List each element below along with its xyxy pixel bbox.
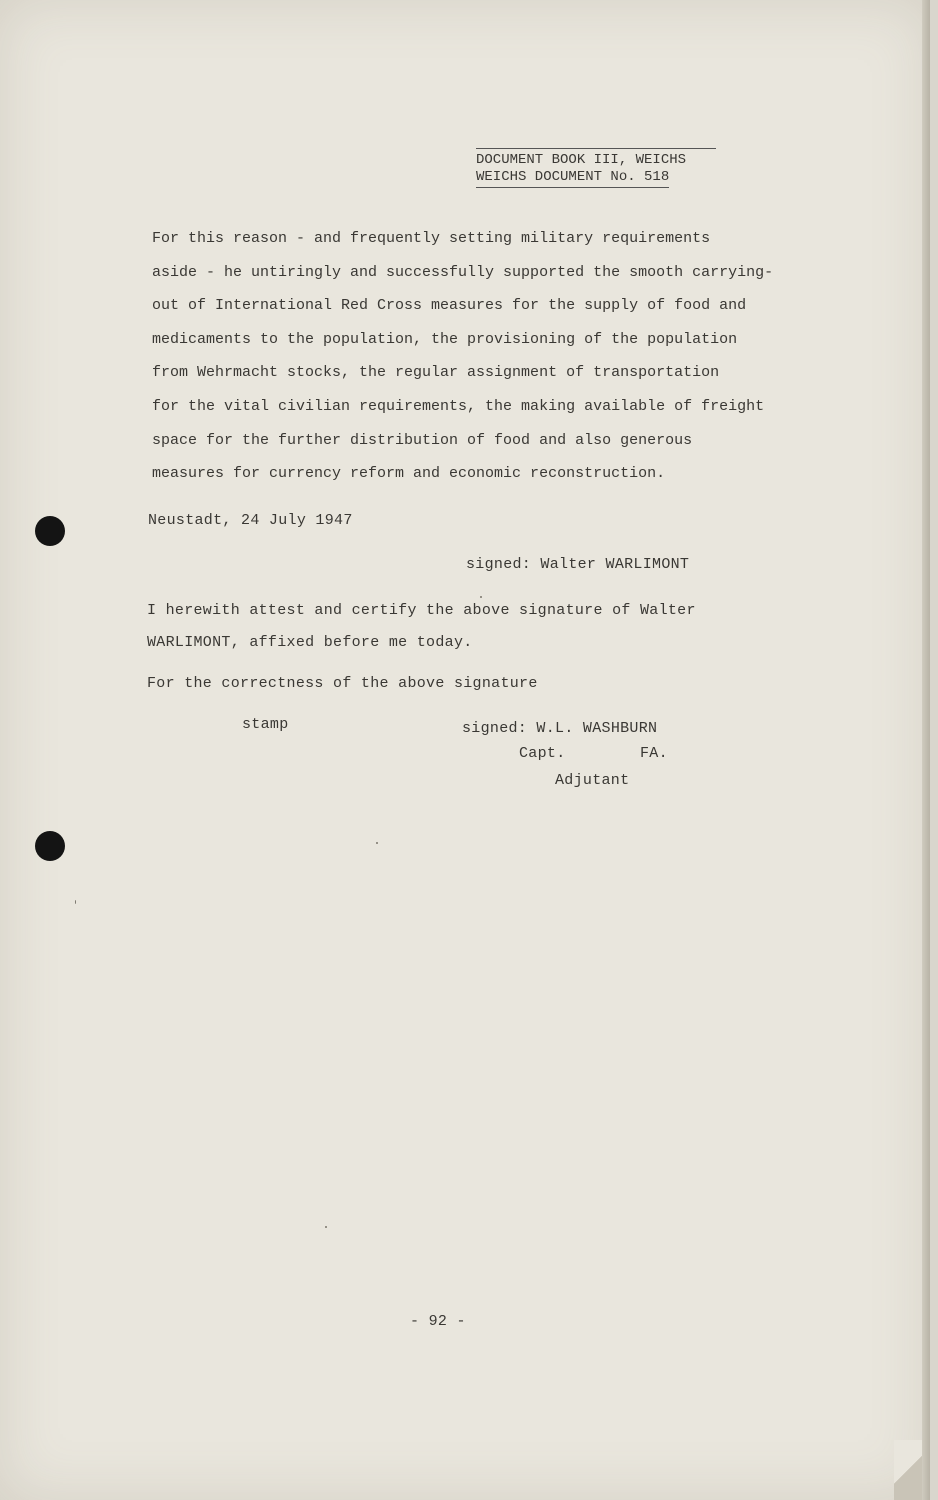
body-line: aside - he untiringly and successfully supported the smooth carrying- <box>152 263 774 281</box>
body-line: medicaments to the population, the provisioning of the population <box>152 330 738 348</box>
signature-washburn: signed: W.L. WASHBURN <box>462 720 658 737</box>
page-number: - 92 - <box>410 1313 466 1330</box>
header-line-2: WEICHS DOCUMENT No. 518 <box>476 169 669 188</box>
punch-hole-lower <box>35 831 65 861</box>
paper-speck <box>75 900 76 904</box>
role-label: Adjutant <box>555 772 630 789</box>
place-date: Neustadt, 24 July 1947 <box>148 512 353 529</box>
body-line: for the vital civilian requirements, the making available of freight <box>152 397 765 415</box>
body-line: from Wehrmacht stocks, the regular assignment of transportation <box>152 364 720 382</box>
punch-hole-upper <box>35 516 65 546</box>
body-line: space for the further distribution of food and also generous <box>152 431 693 449</box>
correctness-line: For the correctness of the above signature <box>147 675 538 692</box>
corner-fold <box>894 1440 922 1500</box>
signature-warlimont: signed: Walter WARLIMONT <box>466 556 690 573</box>
body-line: out of International Red Cross measures for the supply of food and <box>152 297 747 315</box>
stamp-label: stamp <box>242 716 289 733</box>
page-edge <box>922 0 930 1500</box>
paper-speck <box>376 842 378 844</box>
paper-speck <box>480 596 482 598</box>
document-header <box>476 148 716 188</box>
header-top-rule <box>476 148 716 149</box>
body-line: measures for currency reform and economic reconstruction. <box>152 465 666 483</box>
paper-speck <box>325 1226 327 1228</box>
body-paragraph <box>152 222 822 491</box>
header-line-1: DOCUMENT BOOK III, WEICHS <box>476 152 687 168</box>
rank-label: Capt. <box>519 745 566 762</box>
attest-line-1: I herewith attest and certify the above signature of Walter <box>147 602 696 619</box>
unit-label: FA. <box>640 745 668 762</box>
attest-line-2: WARLIMONT, affixed before me today. <box>147 634 473 651</box>
body-line: For this reason - and frequently setting military requirements <box>152 230 711 247</box>
